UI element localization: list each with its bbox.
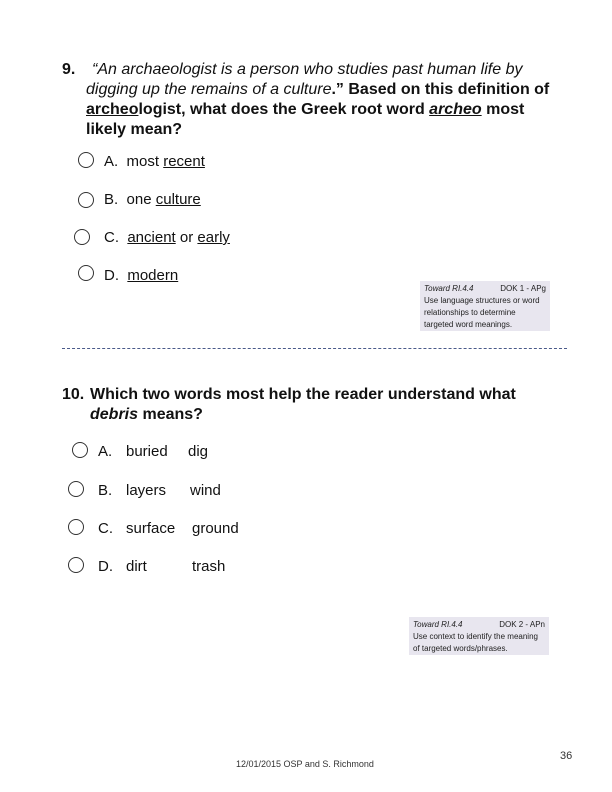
q9-line4: likely mean? bbox=[86, 121, 183, 138]
q9-line2: digging up the remains of a culture.” Based on this definition of bbox=[86, 81, 550, 98]
q10-line1: Which two words most help the reader understand what bbox=[90, 386, 516, 403]
q10-option-a-letter: A. bbox=[98, 443, 113, 460]
q10-standard-desc: Use context to identify the meaning of targeted words/phrases. bbox=[413, 632, 538, 653]
q10-option-a-word2: dig bbox=[188, 443, 209, 460]
q10-option-d-word1: dirt bbox=[126, 558, 147, 575]
q10-option-c-letter: C. bbox=[98, 520, 113, 537]
q10-option-b-radio[interactable] bbox=[68, 481, 84, 497]
q9-option-b-label: B. one culture bbox=[104, 191, 201, 208]
q10-option-b-word1: layers bbox=[126, 482, 167, 499]
footer-credit: 12/01/2015 OSP and S. Richmond bbox=[236, 759, 374, 769]
q9-option-c-label: C. ancient or early bbox=[104, 229, 230, 246]
q9-standard-desc: Use language structures or word relationships to determine targeted word meanings. bbox=[424, 296, 540, 329]
q10-option-c-radio[interactable] bbox=[68, 519, 84, 535]
q10-option-c-word1: surface bbox=[126, 520, 176, 537]
q9-option-d-radio[interactable] bbox=[78, 265, 94, 281]
section-divider bbox=[62, 348, 567, 349]
q9-option-a-label: A. most recent bbox=[104, 153, 205, 170]
q10-option-d-radio[interactable] bbox=[68, 557, 84, 573]
q10-option-b-letter: B. bbox=[98, 482, 113, 499]
q10-option-c-word2: ground bbox=[192, 520, 239, 537]
question-9-number: 9. bbox=[62, 61, 76, 78]
q9-standard-header: Toward RI.4.4 DOK 1 - APg bbox=[424, 284, 546, 293]
q10-option-d-letter: D. bbox=[98, 558, 113, 575]
q10-standard-header: Toward RI.4.4 DOK 2 - APn bbox=[413, 620, 545, 629]
q10-standard-box bbox=[409, 617, 549, 655]
q9-option-b-radio[interactable] bbox=[78, 192, 94, 208]
q9-line3: archeologist, what does the Greek root word archeo most bbox=[86, 101, 525, 118]
question-9-stem bbox=[86, 60, 576, 140]
q9-option-d-label: D. modern bbox=[104, 267, 179, 284]
q10-option-a-word1: buried bbox=[126, 443, 168, 460]
question-10-stem bbox=[90, 385, 570, 425]
q9-option-c-radio[interactable] bbox=[74, 229, 90, 245]
q10-line2: debris means? bbox=[90, 406, 203, 423]
page-number: 36 bbox=[560, 750, 573, 762]
q9-line1: “An archaeologist is a person who studies past human life by bbox=[92, 61, 523, 78]
q10-option-d-word2: trash bbox=[192, 558, 226, 575]
q10-option-a-radio[interactable] bbox=[72, 442, 88, 458]
q9-option-a-radio[interactable] bbox=[78, 152, 94, 168]
q9-standard-box bbox=[420, 281, 550, 331]
question-10-number: 10. bbox=[62, 386, 85, 403]
q10-option-b-word2: wind bbox=[190, 482, 221, 499]
